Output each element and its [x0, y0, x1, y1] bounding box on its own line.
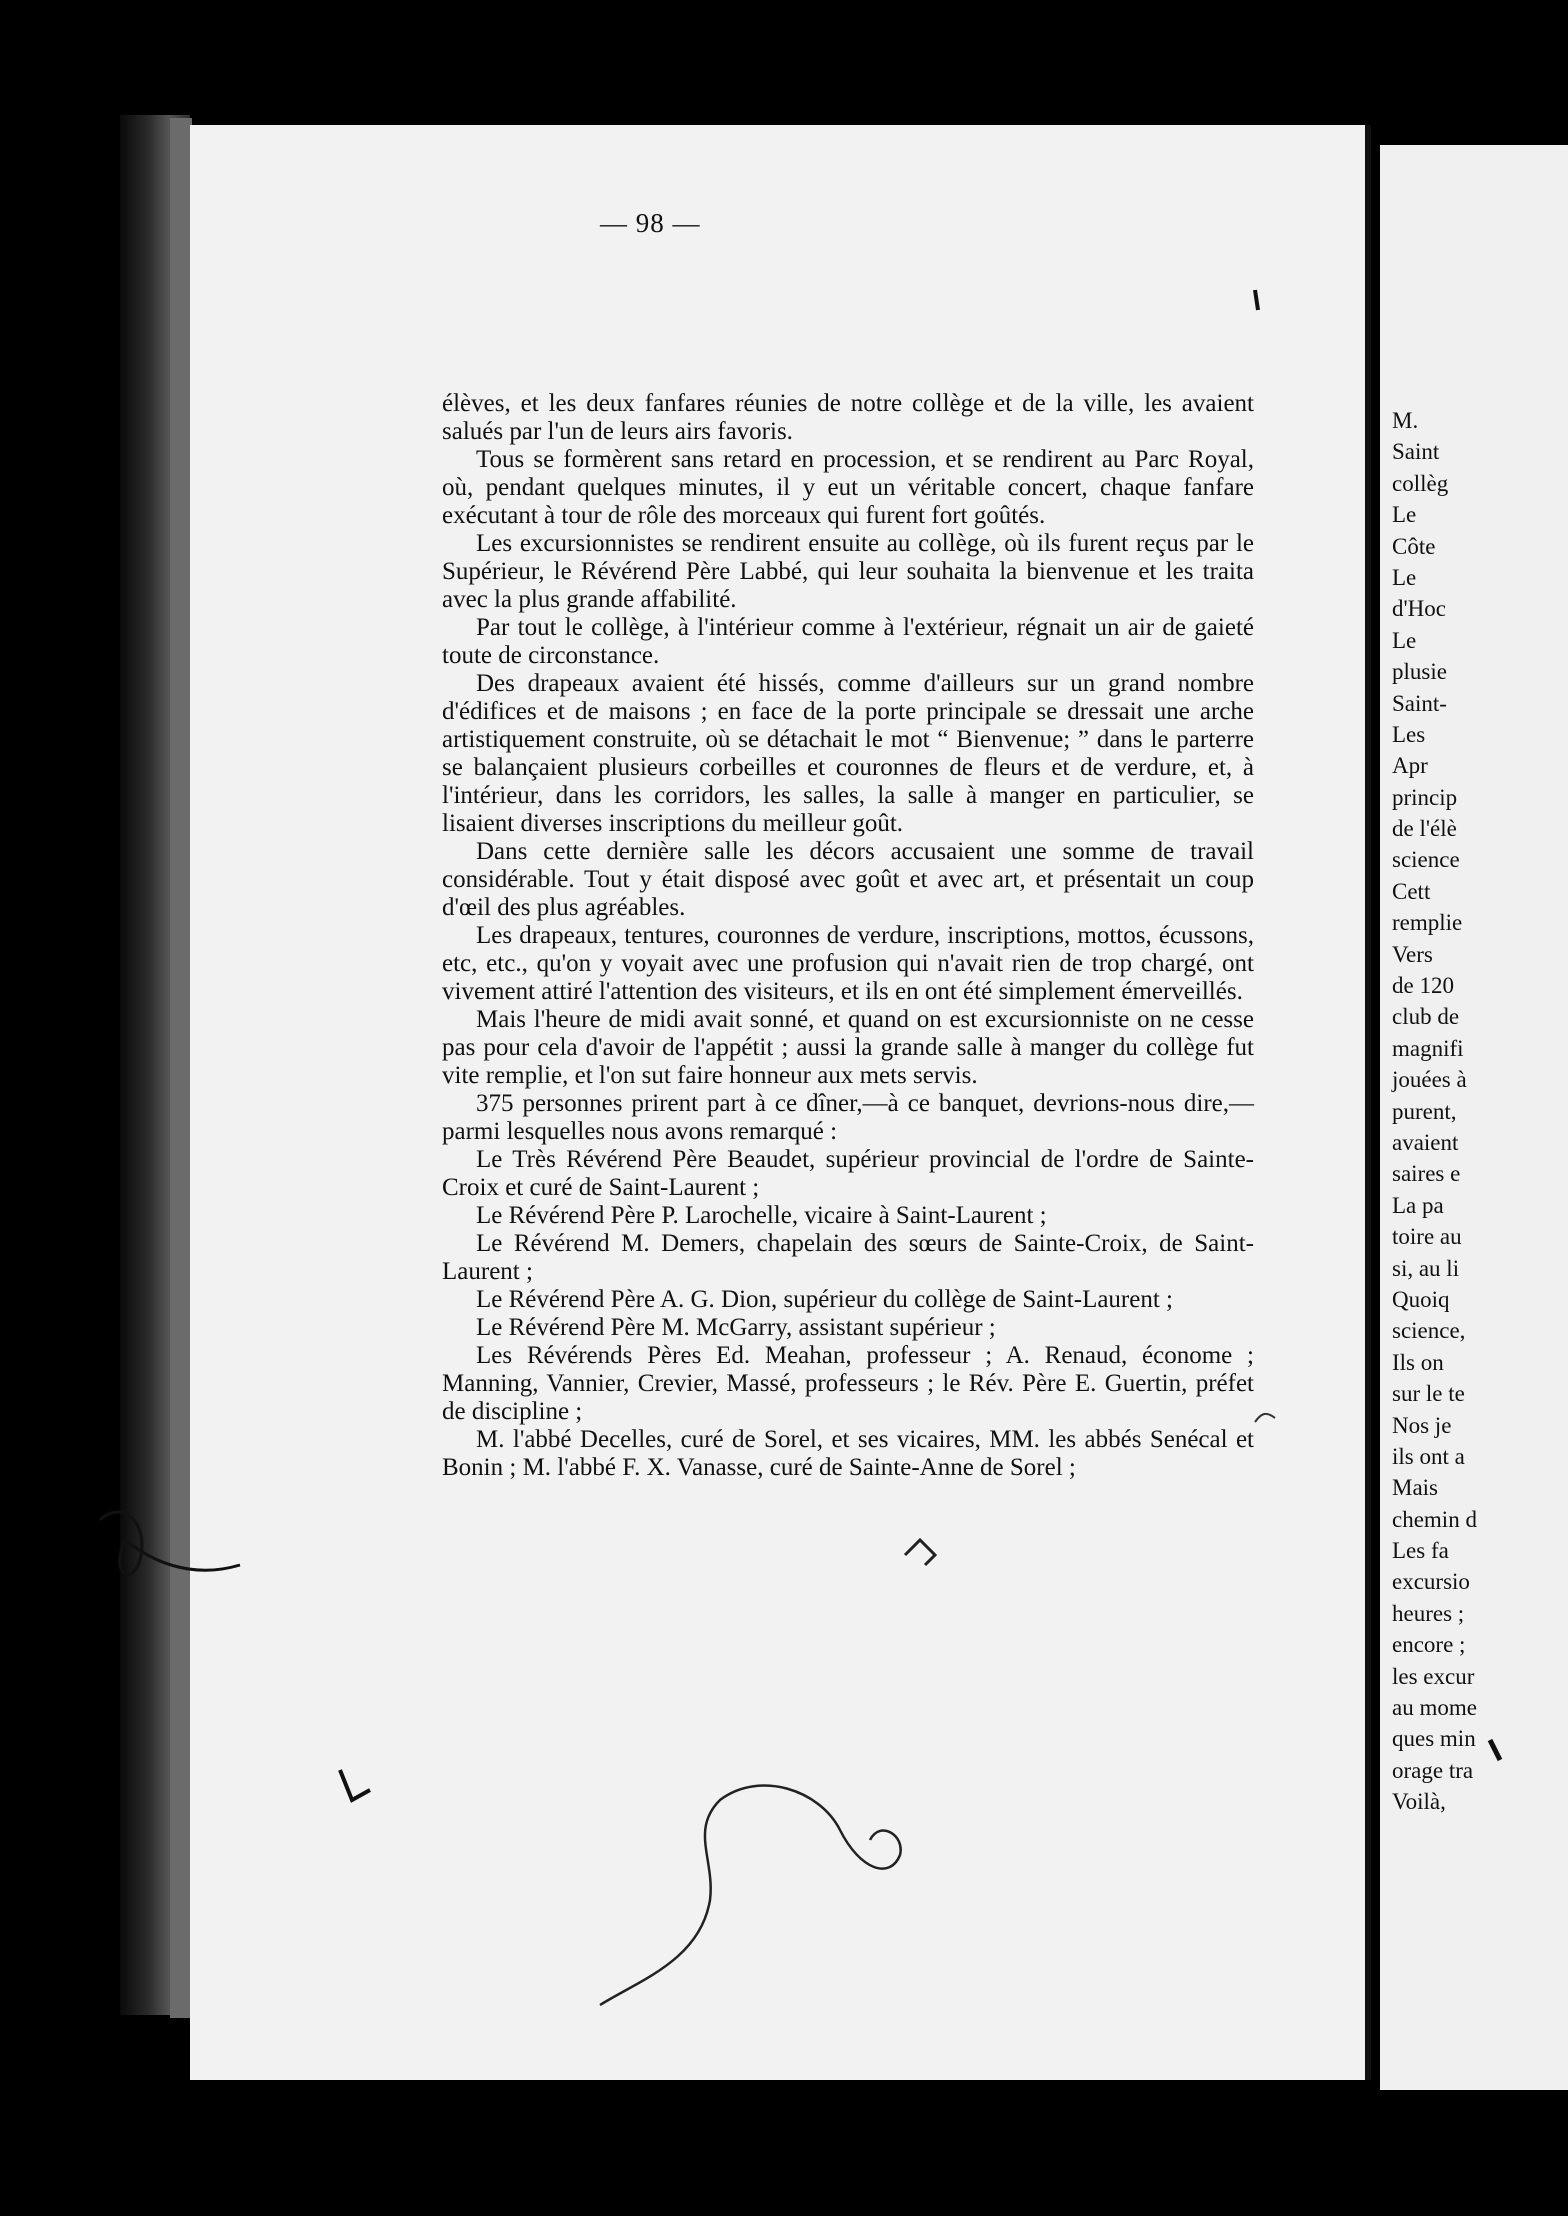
facing-page-line: science,	[1392, 1318, 1466, 1344]
facing-page-line: ils ont a	[1392, 1443, 1465, 1469]
facing-page-line: Le	[1392, 627, 1417, 653]
facing-page-line: si, au li	[1392, 1255, 1460, 1281]
guest-list-item: Le Très Révérend Père Beaudet, supérieur provincial de l'ordre de Sainte-Croix et curé de Saint-Laurent ;	[442, 1146, 1254, 1201]
facing-page-line: au mome	[1392, 1695, 1477, 1721]
guest-list-item: Le Révérend Père M. McGarry, assistant supérieur ;	[476, 1314, 996, 1341]
facing-page-line: ques min	[1392, 1726, 1476, 1752]
facing-page-line: Voilà,	[1392, 1789, 1446, 1815]
guest-list-item: Le Révérend Père A. G. Dion, supérieur du collège de Saint-Laurent ;	[476, 1286, 1173, 1313]
facing-page-line: Mais	[1392, 1475, 1438, 1501]
facing-page-line: club de	[1392, 1004, 1460, 1030]
page-body-text	[442, 390, 1254, 1482]
facing-page-line: Quoiq	[1392, 1286, 1450, 1312]
guest-list-item: Le Révérend M. Demers, chapelain des sœurs de Sainte-Croix, de Saint-Laurent ;	[442, 1230, 1254, 1285]
facing-page-line: Vers	[1392, 941, 1433, 967]
facing-page-line: orage tra	[1392, 1757, 1474, 1783]
facing-page-line: Ils on	[1392, 1349, 1444, 1375]
facing-page	[1380, 145, 1568, 2090]
facing-page-line: avaient	[1392, 1129, 1459, 1155]
facing-page-line: Le	[1392, 564, 1417, 590]
facing-page-line: Les	[1392, 721, 1426, 747]
facing-page-line: Cett	[1392, 878, 1431, 904]
facing-page-line: Nos je	[1392, 1412, 1452, 1438]
facing-page-line: de l'élè	[1392, 816, 1457, 842]
facing-page-line: princip	[1392, 784, 1458, 810]
guest-list-item: Les Révérends Pères Ed. Meahan, professeur ; A. Renaud, économe ; Manning, Vannier, Crevier, Massé, professeurs ; le Rév. Père E. Guertin, préfet de discipline ;	[442, 1342, 1254, 1425]
facing-page-line: jouées à	[1392, 1067, 1467, 1093]
guest-list-item: M. l'abbé Decelles, curé de Sorel, et ses vicaires, MM. les abbés Senécal et Bonin ; M. l'abbé F. X. Vanasse, curé de Sainte-Anne de Sorel ;	[442, 1426, 1254, 1481]
facing-page-line: saires e	[1392, 1161, 1461, 1187]
facing-page-line: Apr	[1392, 753, 1428, 779]
paragraph: Les excursionnistes se rendirent ensuite au collège, où ils furent reçus par le Supérieur, le Révérend Père Labbé, qui leur souhaita la bienvenue et les traita avec la plus grande affabilité.	[442, 530, 1254, 613]
facing-page-line: Le	[1392, 502, 1417, 528]
facing-page-line: toire au	[1392, 1224, 1462, 1250]
facing-page-line: magnifi	[1392, 1035, 1464, 1061]
paragraph: Mais l'heure de midi avait sonné, et quand on est excursionniste on ne cesse pas pour cela d'avoir de l'appétit ; aussi la grande salle à manger du collège fut vite remplie, et l'on sut faire honneur aux mets servis.	[442, 1006, 1254, 1089]
paragraph: Des drapeaux avaient été hissés, comme d'ailleurs sur un grand nombre d'édifices et de maisons ; en face de la porte principale se dressait une arche artistiquement construite, où se détachait le mot “ Bienvenue; ” dans le parterre se balançaient plusieurs corbeilles et couronnes de fleurs et de verdure, et, à l'intérieur, dans les corridors, les salles, la salle à manger en particulier, se lisaient diverses inscriptions du meilleur goût.	[442, 670, 1254, 837]
facing-page-line: science	[1392, 847, 1460, 873]
facing-page-line: d'Hoc	[1392, 596, 1446, 622]
paragraph: 375 personnes prirent part à ce dîner,—à ce banquet, devrions-nous dire,—parmi lesquelles nous avons remarqué :	[442, 1090, 1254, 1145]
page-edge	[170, 118, 192, 2018]
facing-page-line: remplie	[1392, 910, 1463, 936]
facing-page-line: excursio	[1392, 1569, 1470, 1595]
facing-page-line: collèg	[1392, 470, 1449, 496]
facing-page-line: encore ;	[1392, 1632, 1466, 1658]
paragraph: élèves, et les deux fanfares réunies de notre collège et de la ville, les avaient salués par l'un de leurs airs favoris.	[442, 390, 1254, 445]
facing-page-text	[1392, 405, 1477, 1818]
facing-page-line: Saint-	[1392, 690, 1447, 716]
facing-page-line: Les fa	[1392, 1538, 1449, 1564]
facing-page-line: heures ;	[1392, 1600, 1465, 1626]
paragraph: Dans cette dernière salle les décors accusaient une somme de travail considérable. Tout y était disposé avec goût et avec art, et présentait un coup d'œil des plus agréables.	[442, 838, 1254, 921]
facing-page-line: plusie	[1392, 659, 1447, 685]
paragraph: Tous se formèrent sans retard en procession, et se rendirent au Parc Royal, où, pendant quelques minutes, il y eut un véritable concert, chaque fanfare exécutant à tour de rôle des morceaux qui furent fort goûtés.	[442, 446, 1254, 529]
facing-page-line: de 120	[1392, 973, 1454, 999]
page-number: — 98 —	[600, 208, 701, 238]
facing-page-line: La pa	[1392, 1192, 1444, 1218]
paragraph: Les drapeaux, tentures, couronnes de verdure, inscriptions, mottos, écussons, etc, etc., qu'on y voyait avec une profusion qui n'avait rien de trop chargé, ont vivement attiré l'attention des visiteurs, et ils en ont été simplement émerveillés.	[442, 922, 1254, 1005]
facing-page-line: Saint	[1392, 439, 1440, 465]
facing-page-line: Côte	[1392, 533, 1436, 559]
facing-page-line: chemin d	[1392, 1506, 1477, 1532]
guest-list-item: Le Révérend Père P. Larochelle, vicaire à Saint-Laurent ;	[476, 1202, 1047, 1229]
facing-page-line: M.	[1392, 408, 1419, 433]
paragraph: Par tout le collège, à l'intérieur comme à l'extérieur, régnait un air de gaieté toute de circonstance.	[442, 614, 1254, 669]
facing-page-line: les excur	[1392, 1663, 1475, 1689]
facing-page-line: purent,	[1392, 1098, 1457, 1124]
facing-page-line: sur le te	[1392, 1381, 1465, 1407]
